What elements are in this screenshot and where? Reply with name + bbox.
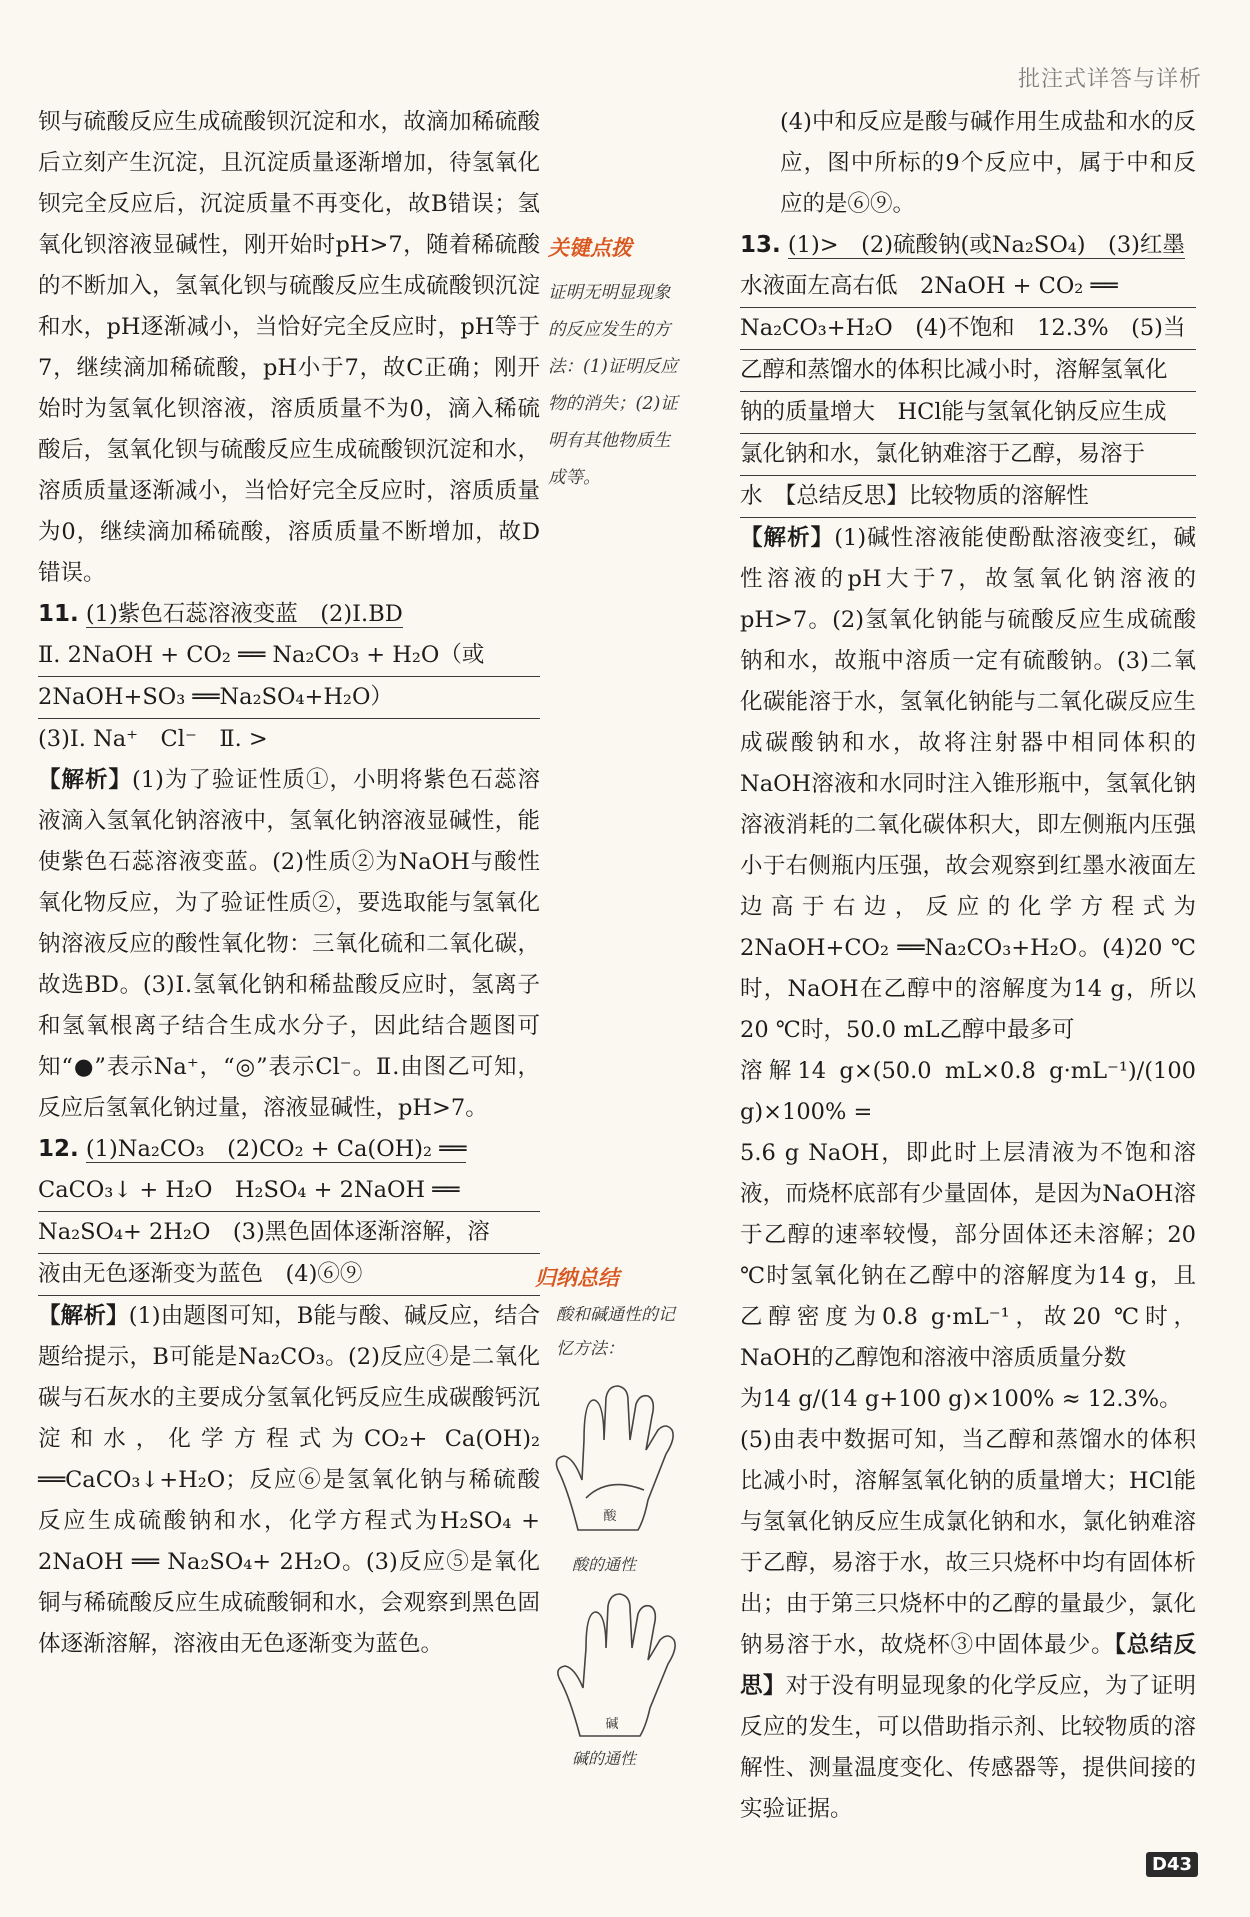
side-notes [548, 228, 686, 497]
answer-line: 氯化钠和水，氯化钠难溶于乙醇，易溶于 [740, 434, 1196, 476]
analysis-part: (5)由表中数据可知，当乙醇和蒸馏水的体积比减小时，溶解氢氧化钠的质量增大；HCl能与氢氧化钠反应生成氯化钠和水，氯化钠难溶于乙醇，易溶于水，故三只烧杯中均有固体析出；由于第三只烧杯中的乙醇的量最少，氯化钠易溶于水，故烧杯③中固体最少。 [740, 1427, 1196, 1658]
answer-text: (1)Na₂CO₃ (2)CO₂ + Ca(OH)₂ ══ [85, 1136, 467, 1162]
question-number: 12. [38, 1136, 79, 1162]
answer-line: Na₂SO₄+ 2H₂O (3)黑色固体逐渐溶解，溶 [38, 1212, 540, 1254]
acid-properties-label: 酸的通性 [572, 1555, 637, 1574]
analysis-text-2: 5.6 g NaOH，即此时上层清液为不饱和溶液，而烧杯底部有少量固体，是因为NaOH溶于乙醇的速率较慢，部分固体还未溶解；20 ℃时氢氧化钠在乙醇中的溶解度为14 g，且乙醇密度为0.8 g·mL⁻¹，故20 ℃时，NaOH的乙醇饱和溶液中溶质质量分数 [740, 1140, 1196, 1371]
analysis-tag: 【解析】 [740, 525, 835, 551]
q13-answer-line-1 [740, 225, 1196, 266]
paragraph-continued: 钡与硫酸反应生成硫酸钡沉淀和水，故滴加稀硫酸后立刻产生沉淀，且沉淀质量逐渐增加，待氢氧化钡完全反应后，沉淀质量不再变化，故B错误；氢氧化钡溶液显碱性，刚开始时pH>7，随着稀硫酸的不断加入，氢氧化钡与硫酸反应生成硫酸钡沉淀和水，pH逐渐减小，当恰好完全反应时，pH等于7，继续滴加稀硫酸，pH小于7，故C正确；刚开始时为氢氧化钡溶液，溶质质量不为0，滴入稀硫酸后，氢氧化钡与硫酸反应生成硫酸钡沉淀和水，溶质质量逐渐减小，当恰好完全反应时，溶质质量为0，继续滴加稀硫酸，溶质质量不断增加，故D错误。 [38, 109, 540, 586]
formula-mass-fraction: 为14 g/(14 g+100 g)×100% ≈ 12.3%。 [740, 1386, 1182, 1412]
reflection-tag: 【总结反思】 [740, 1632, 1196, 1699]
page-number: D43 [1146, 1852, 1198, 1877]
acid-hand-diagram [548, 1380, 688, 1550]
base-properties-label: 碱的通性 [572, 1749, 637, 1768]
acid-label: 酸 [603, 1509, 617, 1524]
answer-line: 水液面左高右低 2NaOH + CO₂ ══ [740, 266, 1196, 308]
question-13 [740, 225, 1196, 1830]
base-hand-diagram [548, 1586, 688, 1746]
left-column [38, 102, 540, 1665]
key-point-heading: 关键点拨 [548, 236, 632, 260]
q12-analysis [38, 1296, 540, 1665]
formula-solubility: 溶解14 g×(50.0 mL×0.8 g·mL⁻¹)/(100 g)×100% = [740, 1058, 1196, 1125]
analysis-text: (1)由题图可知，B能与酸、碱反应，结合题给提示，B可能是Na₂CO₃。(2)反应④是二氧化碳与石灰水的主要成分氢氧化钙反应生成碳酸钙沉淀和水，化学方程式为CO₂+ Ca(OH)₂ ══CaCO₃↓+H₂O；反应⑥是氢氧化钠与稀硫酸反应生成硫酸钠和水，化学方程式为H₂SO₄ + 2NaOH ══ Na₂SO₄+ 2H₂O。(3)反应⑤是氧化铜与稀硫酸反应生成硫酸铜和水，会观察到黑色固体逐渐溶解，溶液由无色逐渐变为蓝色。 [38, 1303, 540, 1657]
q13-answers [740, 266, 1196, 518]
summary-text: 酸和碱通性的记忆方法： [556, 1305, 675, 1359]
answer-line: CaCO₃↓ + H₂O H₂SO₄ + 2NaOH ══ [38, 1170, 540, 1212]
q12-answers [38, 1170, 540, 1296]
summary-heading: 归纳总结 [535, 1266, 619, 1290]
paragraph-q12-continued: (4)中和反应是酸与碱作用生成盐和水的反应，图中所标的9个反应中，属于中和反应的是⑥⑨。 [780, 109, 1196, 217]
q13-analysis [740, 518, 1196, 1051]
analysis-tag: 【解析】 [38, 1303, 129, 1329]
question-11 [38, 594, 540, 1129]
q11-answer-line-1 [38, 594, 540, 635]
answer-text: (1)> (2)硫酸钠(或Na₂SO₄) (3)红墨 [787, 232, 1185, 258]
answer-line: 钠的质量增大 HCl能与氢氧化钠反应生成 [740, 392, 1196, 434]
analysis-text: (1)碱性溶液能使酚酞溶液变红，碱性溶液的pH大于7，故氢氧化钠溶液的pH>7。(2)氢氧化钠能与硫酸反应生成硫酸钠和水，故瓶中溶质一定有硫酸钠。(3)二氧化碳能溶于水，氢氧化钠能与二氧化碳反应生成碳酸钠和水，故将注射器中相同体积的NaOH溶液和水同时注入锥形瓶中，氢氧化钠溶液消耗的二氧化碳体积大，即左侧瓶内压强小于右侧瓶内压强，故会观察到红墨水液面左边高于右边，反应的化学方程式为2NaOH+CO₂ ══Na₂CO₃+H₂O。(4)20 ℃时，NaOH在乙醇中的溶解度为14 g，所以20 ℃时，50.0 mL乙醇中最多可 [740, 525, 1196, 1043]
analysis-tag: 【解析】 [38, 767, 133, 793]
analysis-text: (1)为了验证性质①，小明将紫色石蕊溶液滴入氢氧化钠溶液中，氢氧化钠溶液显碱性，能使紫色石蕊溶液变蓝。(2)性质②为NaOH与酸性氧化物反应，为了验证性质②，要选取能与氢氧化钠溶液反应的酸性氧化物：三氧化硫和二氧化碳，故选BD。(3)Ⅰ.氢氧化钠和稀盐酸反应时，氢离子和氢氧根离子结合生成水分子，因此结合题图可知“●”表示Na⁺，“◎”表示Cl⁻。Ⅱ.由图乙可知，反应后氢氧化钠过量，溶液显碱性，pH>7。 [38, 767, 540, 1121]
q11-answers [38, 635, 540, 760]
answer-line: 乙醇和蒸馏水的体积比减小时，溶解氢氧化 [740, 350, 1196, 392]
answer-line: 液由无色逐渐变为蓝色 (4)⑥⑨ [38, 1254, 540, 1296]
answer-line: 2NaOH+SO₃ ══Na₂SO₄+H₂O） [38, 677, 540, 719]
question-12 [38, 1129, 540, 1665]
answer-line: Ⅱ. 2NaOH + CO₂ ══ Na₂CO₃ + H₂O（或 [38, 635, 540, 677]
base-label: 碱 [605, 1717, 619, 1732]
page-header: 批注式详答与详析 [1017, 67, 1202, 92]
answer-text: (1)紫色石蕊溶液变蓝 (2)Ⅰ.BD [85, 601, 403, 627]
answer-line: 水 【总结反思】比较物质的溶解性 [740, 476, 1196, 518]
key-point-text: 证明无明显现象的反应发生的方法：(1)证明反应物的消失；(2)证明有其他物质生成等。 [548, 283, 678, 488]
q12-answer-line-1 [38, 1129, 540, 1170]
answer-line: Na₂CO₃+H₂O (4)不饱和 12.3% (5)当 [740, 308, 1196, 350]
answer-line: (3)Ⅰ. Na⁺ Cl⁻ Ⅱ. > [38, 726, 268, 752]
reflection-text: 对于没有明显现象的化学反应，为了证明反应的发生，可以借助指示剂、比较物质的溶解性、测量温度变化、传感器等，提供间接的实验证据。 [740, 1673, 1196, 1822]
analysis-text-3 [740, 1420, 1196, 1830]
question-number: 11. [38, 601, 79, 627]
right-column [740, 102, 1196, 1830]
q11-analysis [38, 760, 540, 1129]
question-number: 13. [740, 232, 781, 258]
